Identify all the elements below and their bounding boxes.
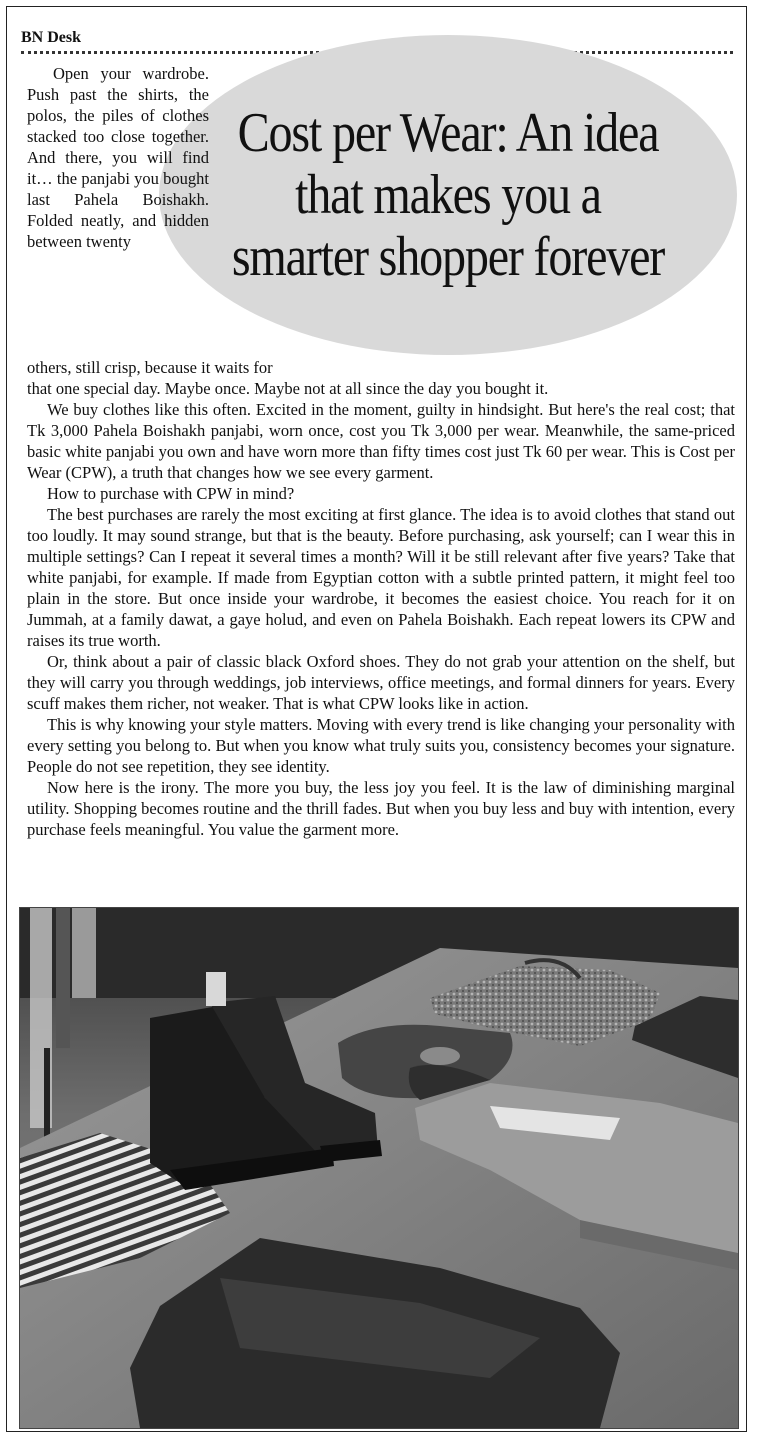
paragraph: This is why knowing your style matters. Moving with every trend is like changing your personality with every setting you belong to. But when you know what truly suits you, consistency becomes your signature. People do not see repetition, they see identity.	[27, 715, 735, 776]
article-page	[6, 6, 747, 1432]
headline: Cost per Wear: An idea that makes you a smarter shopper forever	[231, 102, 665, 288]
article-photo	[19, 907, 739, 1429]
headline-oval	[159, 35, 737, 355]
article-body	[27, 378, 735, 840]
intro-paragraph-tail: others, still crisp, because it waits for	[27, 358, 273, 377]
paragraph: Or, think about a pair of classic black Oxford shoes. They do not grab your attention on the shelf, but they will carry you through weddings, job interviews, office meetings, and formal dinners for years. Every scuff makes them richer, not weaker. That is what CPW looks like in action.	[27, 652, 735, 713]
paragraph: Now here is the irony. The more you buy, the less joy you feel. It is the law of diminishing marginal utility. Shopping becomes routine and the thrill fades. But when you buy less and buy with intention, every purchase feels meaningful. You value the garment more.	[27, 778, 735, 839]
paragraph: The best purchases are rarely the most exciting at first glance. The idea is to avoid clothes that stand out too loudly. It may sound strange, but that is the beauty. Before purchasing, ask yourself; can I wear this in multiple settings? Can I repeat it several times a month? Will it be still relevant after five years? Take that white panjabi, for example. If made from Egyptian cotton with a subtle printed pattern, it might feel too plain in the store. But once inside your wardrobe, it becomes the easiest choice. You reach for it on Jummah, at a family dawat, a gaye holud, and even on Pahela Boishakh. Each repeat lowers its CPW and raises its true worth.	[27, 505, 735, 650]
subheading: How to purchase with CPW in mind?	[47, 484, 295, 503]
clothes-on-table-illustration	[20, 908, 738, 1428]
paragraph: that one special day. Maybe once. Maybe not at all since the day you bought it.	[27, 379, 549, 398]
byline: BN Desk	[21, 29, 82, 46]
intro-paragraph: Open your wardrobe. Push past the shirts, the polos, the piles of clothes stacked too close together. And there, you will find it… the panjabi you bought last Pahela Boishakh. Folded neatly, and hidden between twenty	[27, 64, 209, 251]
paragraph: We buy clothes like this often. Excited in the moment, guilty in hindsight. But here's the real cost; that Tk 3,000 Pahela Boishakh panjabi, worn once, cost you Tk 3,000 per wear. Meanwhile, the same-priced basic white panjabi you own and have worn more than fifty times cost just Tk 60 per wear. This is Cost per Wear (CPW), a truth that changes how we see every garment.	[27, 400, 735, 482]
